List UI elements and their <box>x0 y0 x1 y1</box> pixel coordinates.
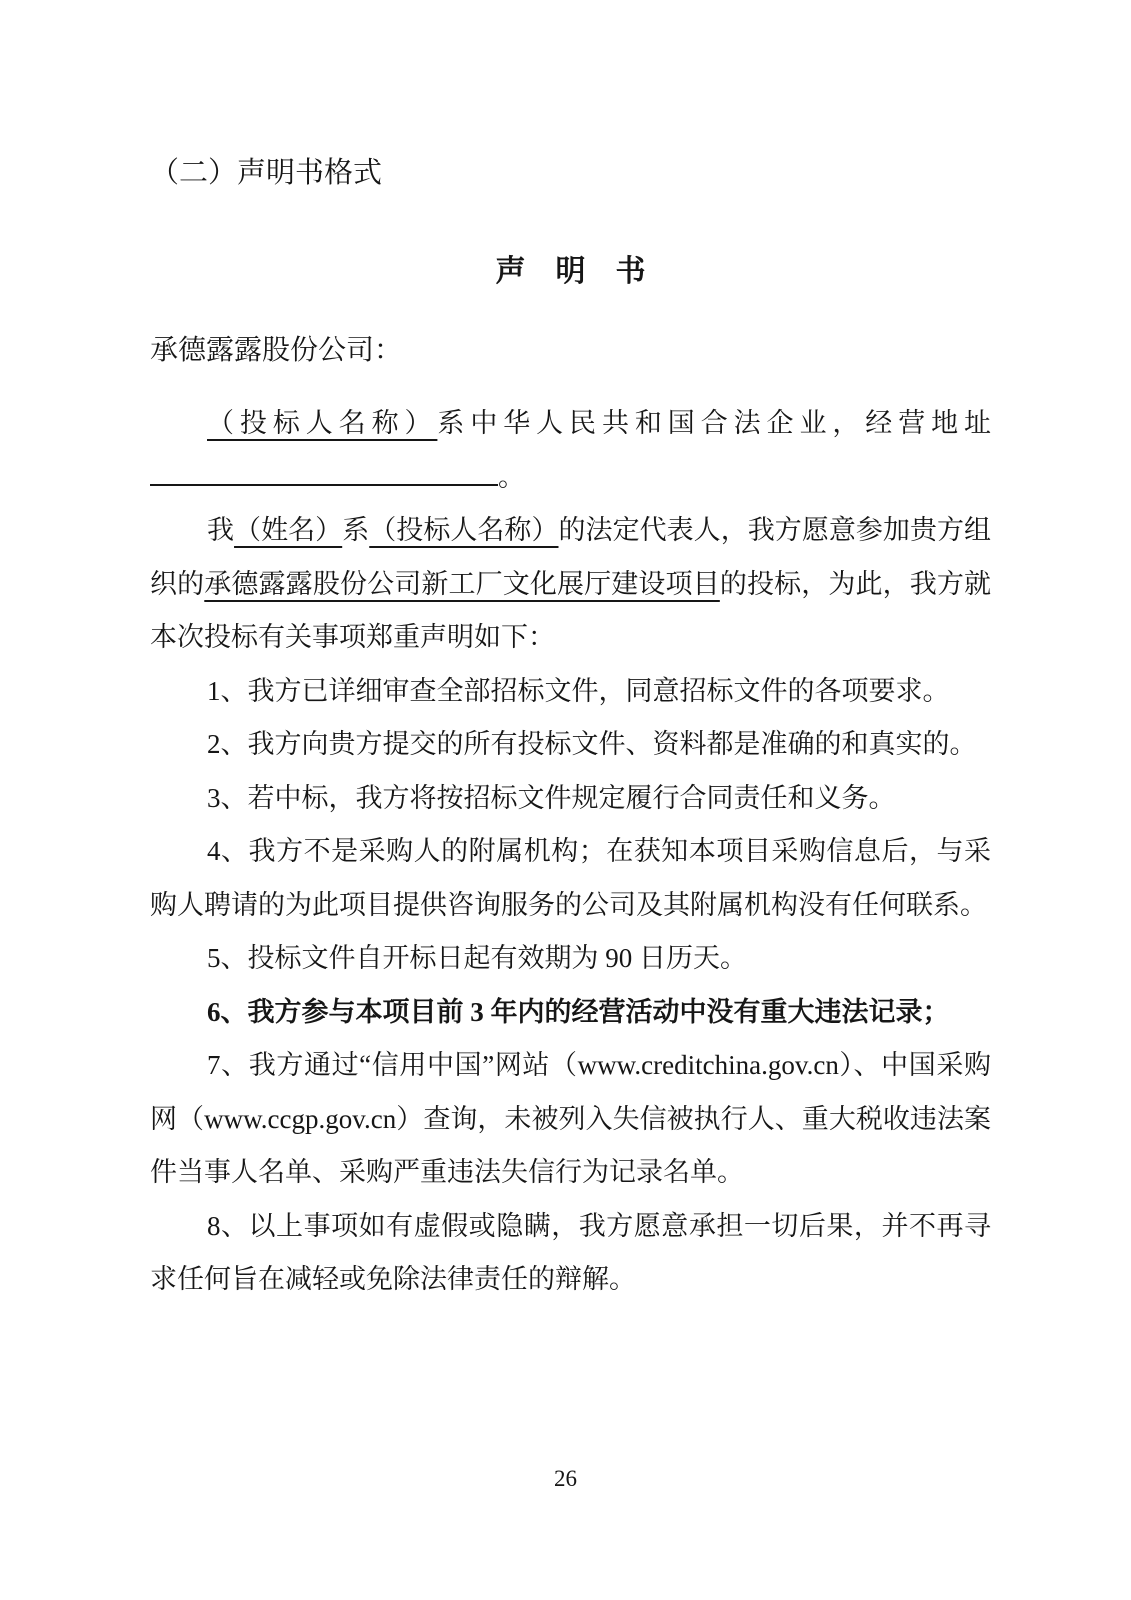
paragraph <box>150 986 991 1040</box>
paragraph <box>150 772 991 826</box>
text-run: 3、若中标，我方将按招标文件规定履行合同责任和义务。 <box>207 782 896 813</box>
salutation: 承德露露股份公司： <box>150 335 403 366</box>
underlined-text: 承德露露股份公司新工厂文化展厅建设项目 <box>204 568 720 599</box>
paragraph <box>150 1200 991 1307</box>
underlined-text: （投标人名称） <box>207 408 438 438</box>
text-run: 8、以上事项如有虚假或隐瞒，我方愿意承担一切后果，并不再寻求任何旨在减轻或免除法律责任的辩解。 <box>150 1210 991 1294</box>
text-run: 的法定代表人，我方愿意参加贵方组织的 <box>150 515 992 599</box>
text-run: 4、我方不是采购人的附属机构；在获知本项目采购信息后，与采购人聘请的为此项目提供咨询服务的公司及其附属机构没有任何联系。 <box>150 836 991 920</box>
text-run: 。 <box>498 461 525 492</box>
text-run: 1、我方已详细审查全部招标文件，同意招标文件的各项要求。 <box>207 675 950 706</box>
page-number: 26 <box>554 1466 577 1491</box>
text-run: 系中华人民共和国合法企业，经营地址 <box>437 408 992 438</box>
section-heading: （二）声明书格式 <box>150 157 383 189</box>
text-run: 系 <box>342 515 370 545</box>
body-paragraphs <box>150 397 991 1307</box>
text-run: 我 <box>207 515 235 545</box>
text-run: 的投标，为此，我方就本次投标有关事项郑重声明如下： <box>150 568 992 652</box>
paragraph <box>150 825 991 932</box>
underlined-text: （姓名） <box>234 515 343 545</box>
doc-title: 声 明 书 <box>495 255 646 288</box>
paragraph <box>150 932 991 986</box>
underlined-text: （投标人名称） <box>369 515 559 545</box>
paragraph <box>150 397 991 504</box>
paragraph <box>150 665 991 719</box>
fill-in-blank <box>150 456 498 486</box>
text-run: 2、我方向贵方提交的所有投标文件、资料都是准确的和真实的。 <box>207 729 977 759</box>
paragraph <box>150 718 991 772</box>
text-run: 6、我方参与本项目前 3 年内的经营活动中没有重大违法记录； <box>207 996 950 1027</box>
paragraph <box>150 504 991 665</box>
text-run: 5、投标文件自开标日起有效期为 90 日历天。 <box>207 943 747 973</box>
text-run: 7、我方通过“信用中国”网站（www.creditchina.gov.cn）、中国采购网（www.ccgp.gov.cn）查询，未被列入失信被执行人、重大税收违法案件当事人名单、采购严重违法失信行为记录名单。 <box>150 1050 991 1187</box>
paragraph <box>150 1039 991 1200</box>
